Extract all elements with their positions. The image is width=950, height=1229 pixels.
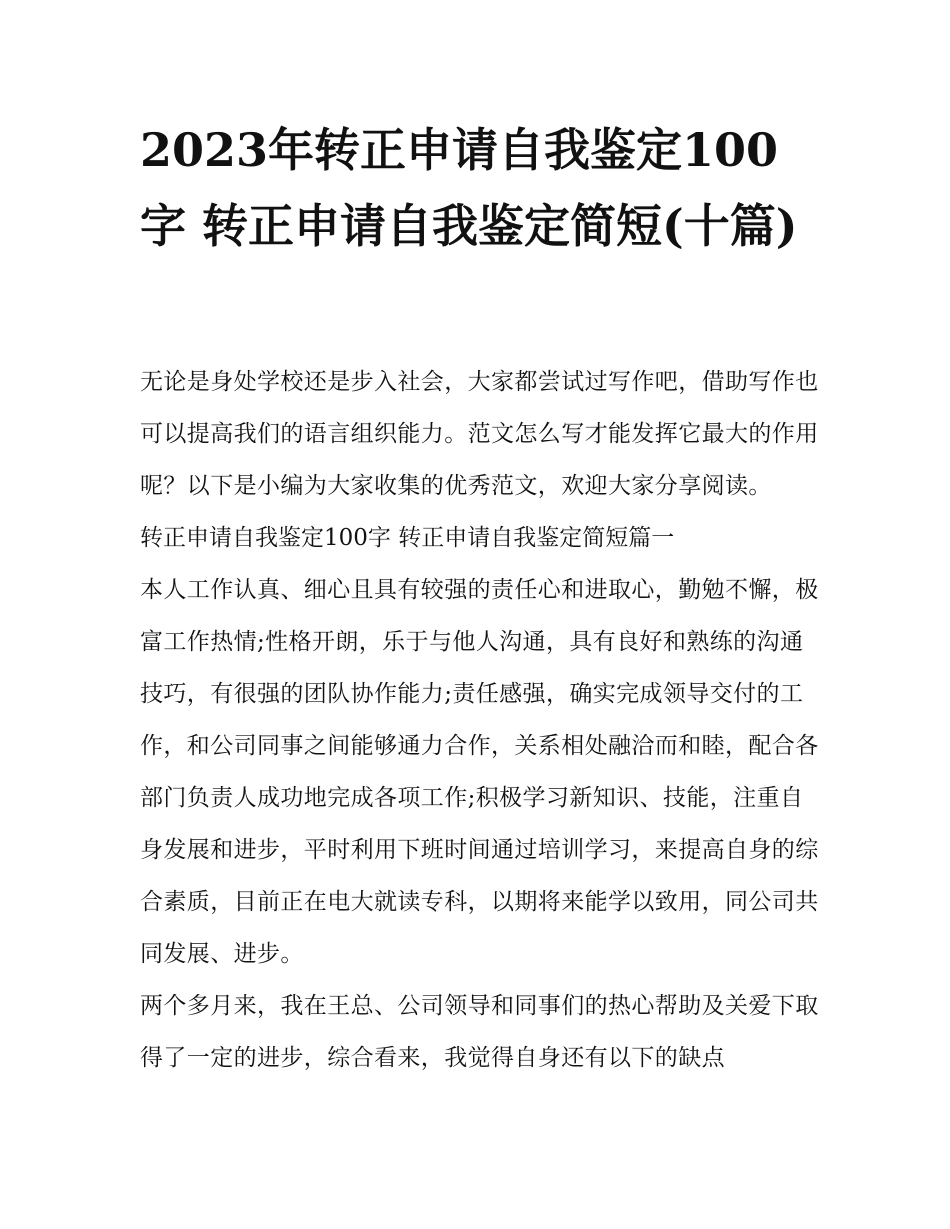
document-body <box>140 356 820 1084</box>
section-heading: 转正申请自我鉴定100字 转正申请自我鉴定简短篇一 <box>140 525 675 551</box>
body-paragraph: 两个多月来，我在王总、公司领导和同事们的热心帮助及关爱下取得了一定的进步，综合看来，我觉得自身还有以下的缺点 <box>140 993 819 1071</box>
document-title: 2023年转正申请自我鉴定100字 转正申请自我鉴定简短(十篇) <box>140 123 798 253</box>
intro-paragraph: 无论是身处学校还是步入社会，大家都尝试过写作吧，借助写作也可以提高我们的语言组织能力。范文怎么写才能发挥它最大的作用呢？以下是小编为大家收集的优秀范文，欢迎大家分享阅读。 <box>140 369 819 499</box>
body-paragraph: 本人工作认真、细心且具有较强的责任心和进取心，勤勉不懈，极富工作热情;性格开朗，乐于与他人沟通，具有良好和熟练的沟通技巧，有很强的团队协作能力;责任感强，确实完成领导交付的工作，和公司同事之间能够通力合作，关系相处融洽而和睦，配合各部门负责人成功地完成各项工作;积极学习新知识、技能，注重自身发展和进步，平时利用下班时间通过培训学习，来提高自身的综合素质，目前正在电大就读专科，以期将来能学以致用，同公司共同发展、进步。 <box>140 577 819 967</box>
